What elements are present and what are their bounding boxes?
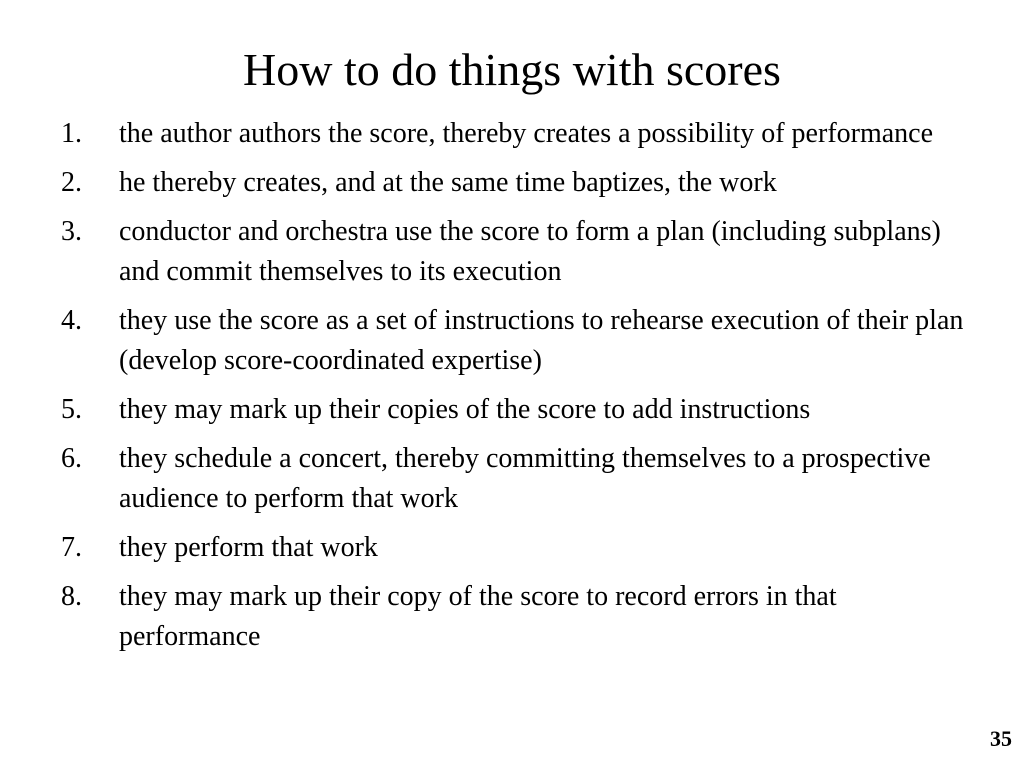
list-item-text: conductor and orchestra use the score to form a plan (including subplans) and commit themselves to its execution — [119, 216, 941, 287]
list-item — [0, 114, 1024, 154]
numbered-list — [0, 114, 1024, 666]
list-item — [0, 212, 1024, 292]
list-item-text: he thereby creates, and at the same time baptizes, the work — [119, 167, 777, 198]
list-item-number: 5. — [61, 394, 82, 425]
list-item-text: they schedule a concert, thereby committing themselves to a prospective audience to perform that work — [119, 443, 931, 514]
list-item-number: 1. — [61, 118, 82, 149]
list-item-text: they may mark up their copies of the score to add instructions — [119, 394, 811, 425]
list-item — [0, 439, 1024, 519]
list-item-number: 4. — [61, 305, 82, 336]
list-item-number: 7. — [61, 532, 82, 563]
list-item-text: they may mark up their copy of the score to record errors in that performance — [119, 581, 837, 652]
list-item-number: 6. — [61, 443, 82, 474]
slide-page-number: 35 — [990, 726, 1012, 751]
list-item-text: the author authors the score, thereby creates a possibility of performance — [119, 118, 934, 149]
list-item-number: 8. — [61, 581, 82, 612]
list-item — [0, 528, 1024, 568]
slide-title: How to do things with scores — [243, 44, 781, 95]
list-item-text: they perform that work — [119, 532, 378, 563]
list-item — [0, 577, 1024, 657]
list-item — [0, 163, 1024, 203]
list-item-text: they use the score as a set of instructions to rehearse execution of their plan (develop score-coordinated expertise) — [119, 305, 964, 376]
list-item-number: 2. — [61, 167, 82, 198]
list-item-number: 3. — [61, 216, 82, 247]
list-item — [0, 390, 1024, 430]
list-item — [0, 301, 1024, 381]
